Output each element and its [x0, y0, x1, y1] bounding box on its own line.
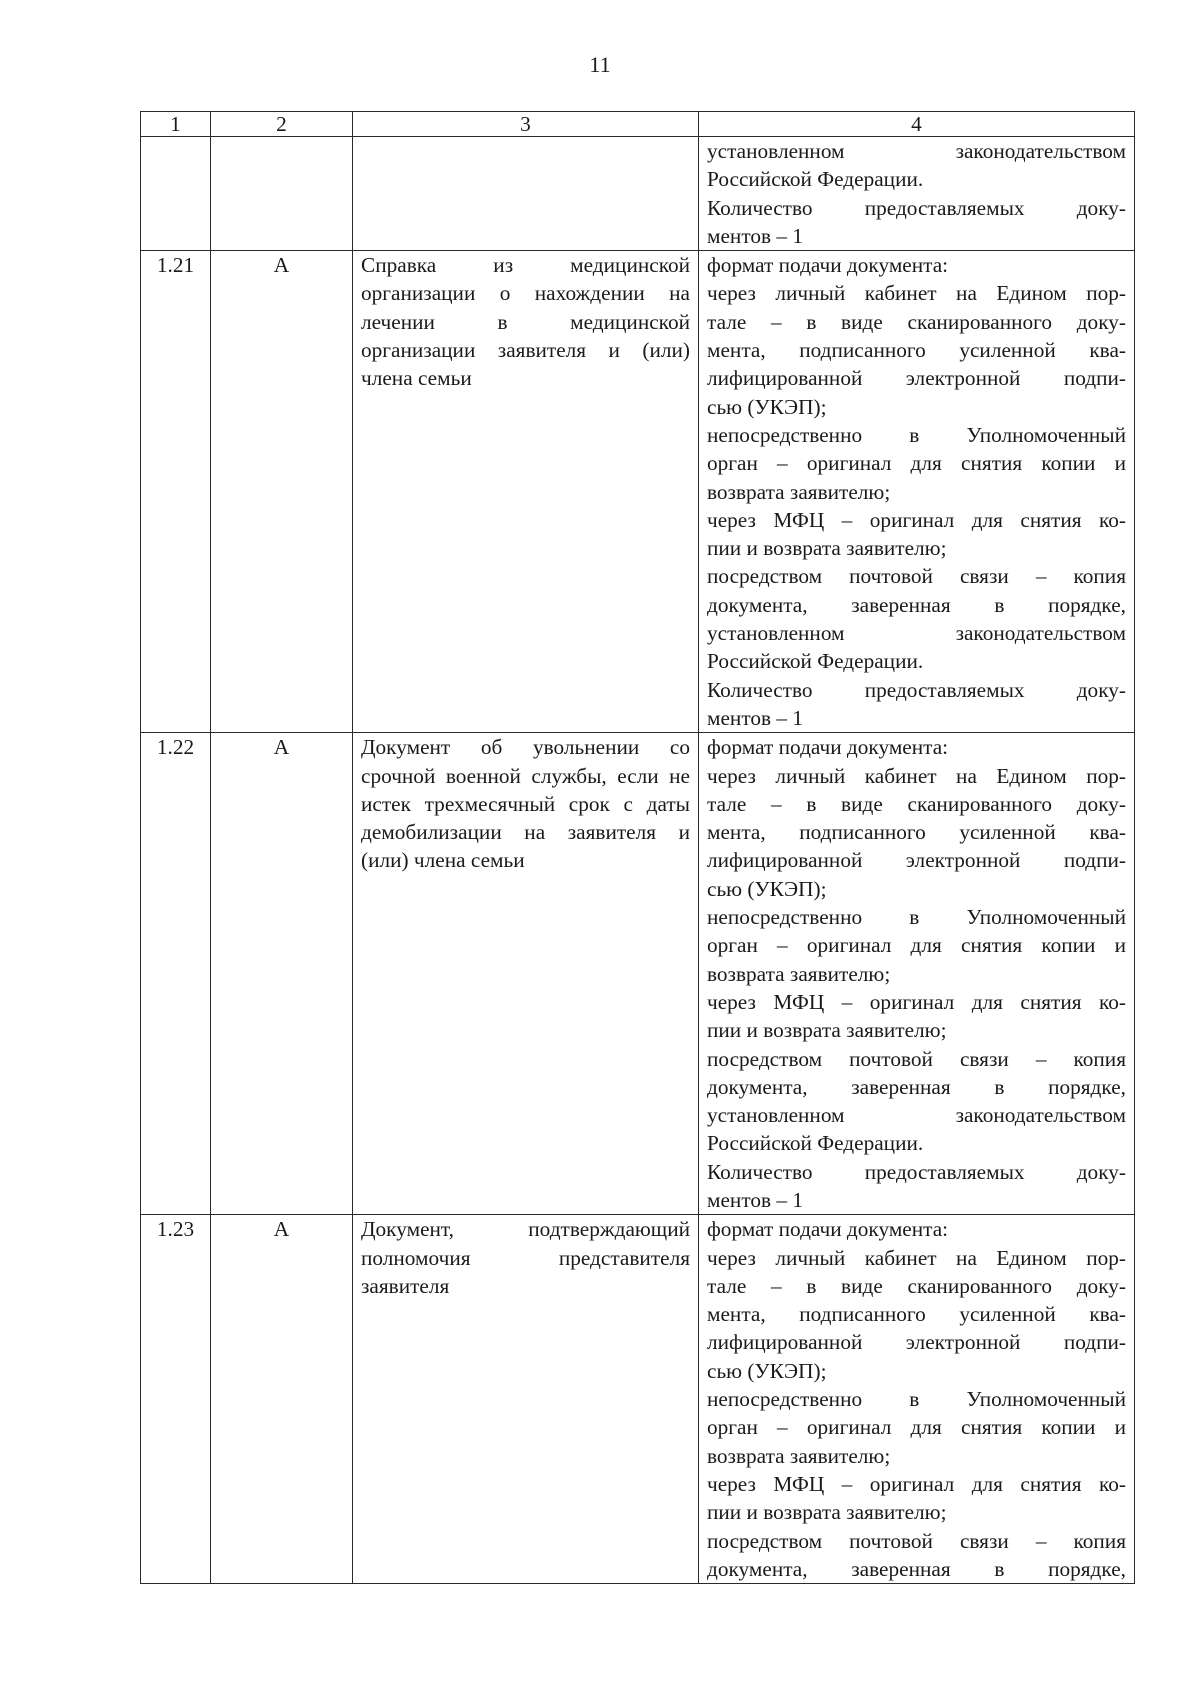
requirement-line: возврата заявителю;	[707, 1443, 891, 1468]
requirement-line: Российской Федерации.	[707, 1131, 924, 1156]
document-name-cell: Документ, подтверждающий полномочия представителя заявителя	[353, 1215, 699, 1584]
row-number-cell: 1.22	[141, 733, 211, 1215]
requirement-line: лифицированной электронной подпи-	[707, 366, 1126, 391]
requirement-line: мента, подписанного усиленной ква-	[707, 820, 1126, 845]
requirement-line: сью (УКЭП);	[707, 876, 827, 901]
requirement-line: ментов – 1	[707, 1187, 804, 1212]
row-category-cell: А	[211, 733, 353, 1215]
requirement-line: Российской Федерации.	[707, 167, 924, 192]
document-requirements-cell	[699, 1215, 1135, 1584]
requirement-line: возврата заявителю;	[707, 479, 891, 504]
requirement-line: непосредственно в Уполномоченный	[707, 905, 1126, 930]
document-name-cell: Документ об увольнении со срочной военной службы, если не истек трехмесячный срок с даты демобилизации на заявителя и (или) члена семьи	[353, 733, 699, 1215]
requirement-line: Количество предоставляемых доку-	[707, 195, 1126, 220]
requirement-line: через личный кабинет на Едином пор-	[707, 281, 1126, 306]
document-requirements-cell	[699, 251, 1135, 733]
requirement-line: формат подачи документа:	[707, 735, 949, 760]
column-header-1: 1	[141, 112, 211, 137]
table-row	[141, 251, 1135, 733]
requirement-line: через личный кабинет на Едином пор-	[707, 1245, 1126, 1270]
row-number-cell: 1.21	[141, 251, 211, 733]
document-requirements-cell	[699, 733, 1135, 1215]
requirement-line: пии и возврата заявителю;	[707, 536, 947, 561]
requirement-line: ментов – 1	[707, 223, 804, 248]
requirement-line: непосредственно в Уполномоченный	[707, 422, 1126, 447]
row-category-cell: А	[211, 251, 353, 733]
requirement-line: тале – в виде сканированного доку-	[707, 1273, 1126, 1298]
document-name-cell: Справка из медицинской организации о нахождении на лечении в медицинской организации заявителя и (или) члена семьи	[353, 251, 699, 733]
page-number: 11	[589, 52, 611, 77]
column-header-2: 2	[211, 112, 353, 137]
document-name-cell	[353, 137, 699, 251]
requirement-line: посредством почтовой связи – копия	[707, 1046, 1126, 1071]
requirement-line: установленном законодательством	[707, 621, 1126, 646]
requirement-line: возврата заявителю;	[707, 961, 891, 986]
requirement-line: Количество предоставляемых доку-	[707, 677, 1126, 702]
row-number-cell: 1.23	[141, 1215, 211, 1584]
requirement-line: тале – в виде сканированного доку-	[707, 309, 1126, 334]
requirement-line: через МФЦ – оригинал для снятия ко-	[707, 989, 1126, 1014]
requirement-line: орган – оригинал для снятия копии и	[707, 451, 1126, 476]
requirement-line: формат подачи документа:	[707, 253, 949, 278]
requirement-line: сью (УКЭП);	[707, 394, 827, 419]
requirement-line: через МФЦ – оригинал для снятия ко-	[707, 1471, 1126, 1496]
requirement-line: тале – в виде сканированного доку-	[707, 791, 1126, 816]
requirement-line: пии и возврата заявителю;	[707, 1500, 947, 1525]
requirement-line: через МФЦ – оригинал для снятия ко-	[707, 507, 1126, 532]
requirement-line: посредством почтовой связи – копия	[707, 564, 1126, 589]
requirement-line: непосредственно в Уполномоченный	[707, 1387, 1126, 1412]
requirement-line: мента, подписанного усиленной ква-	[707, 338, 1126, 363]
table-row	[141, 137, 1135, 251]
requirement-line: документа, заверенная в порядке,	[707, 1074, 1126, 1099]
requirement-line: сью (УКЭП);	[707, 1358, 827, 1383]
requirement-line: орган – оригинал для снятия копии и	[707, 1415, 1126, 1440]
requirement-line: Количество предоставляемых доку-	[707, 1159, 1126, 1184]
requirement-line: установленном законодательством	[707, 1103, 1126, 1128]
requirement-line: мента, подписанного усиленной ква-	[707, 1302, 1126, 1327]
document-requirements-cell	[699, 137, 1135, 251]
requirement-line: лифицированной электронной подпи-	[707, 848, 1126, 873]
table-row	[141, 733, 1135, 1215]
requirement-line: через личный кабинет на Едином пор-	[707, 763, 1126, 788]
table-header-row	[141, 112, 1135, 137]
row-category-cell	[211, 137, 353, 251]
requirement-line: пии и возврата заявителю;	[707, 1018, 947, 1043]
requirement-line: документа, заверенная в порядке,	[707, 592, 1126, 617]
requirement-line: документа, заверенная в порядке,	[707, 1556, 1126, 1581]
column-header-3: 3	[353, 112, 699, 137]
requirement-line: орган – оригинал для снятия копии и	[707, 933, 1126, 958]
documents-table	[140, 111, 1135, 1584]
row-category-cell: А	[211, 1215, 353, 1584]
column-header-4: 4	[699, 112, 1135, 137]
requirement-line: Российской Федерации.	[707, 649, 924, 674]
requirement-line: формат подачи документа:	[707, 1217, 949, 1242]
row-number-cell	[141, 137, 211, 251]
requirement-line: лифицированной электронной подпи-	[707, 1330, 1126, 1355]
requirement-line: ментов – 1	[707, 705, 804, 730]
table-row	[141, 1215, 1135, 1584]
table-body	[141, 137, 1135, 1584]
requirement-line: установленном законодательством	[707, 139, 1126, 163]
requirement-line: посредством почтовой связи – копия	[707, 1528, 1126, 1553]
